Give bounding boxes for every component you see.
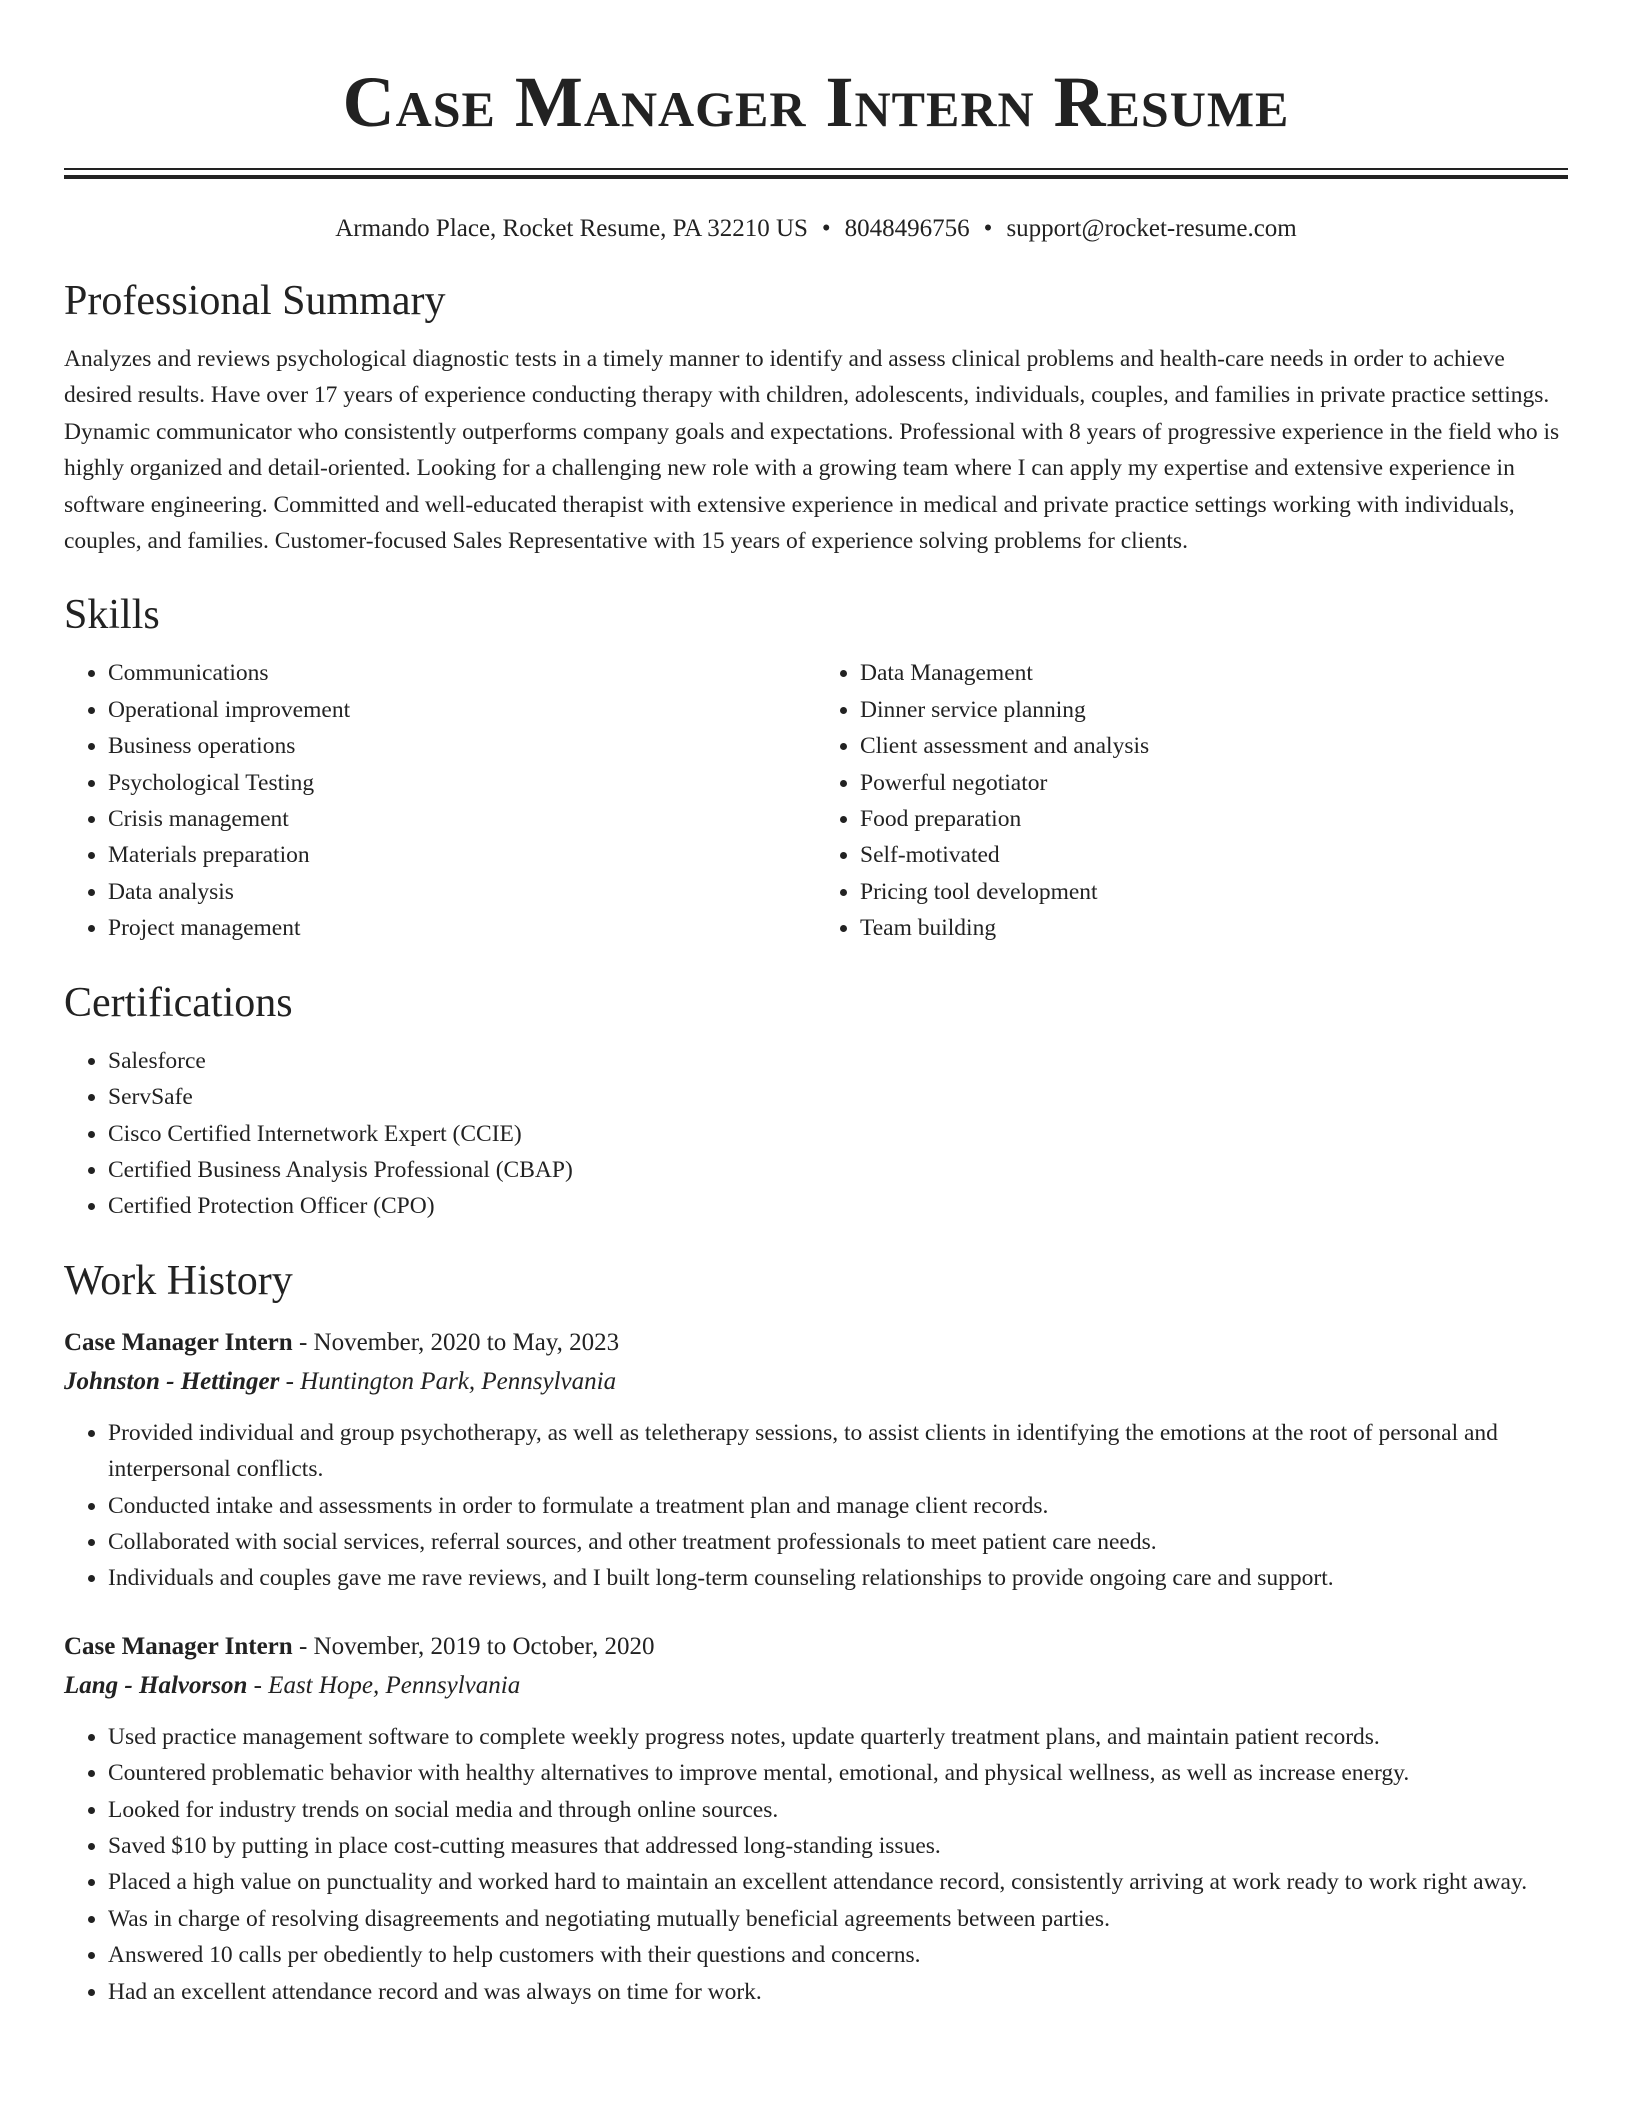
certification-item: • ServSafe xyxy=(108,1079,1568,1115)
contact-line xyxy=(64,213,1568,245)
certifications-section xyxy=(64,975,1568,1225)
skills-list-left xyxy=(64,655,816,946)
skill-item: • Operational improvement xyxy=(108,692,816,728)
skill-item: • Data analysis xyxy=(108,874,816,910)
skill-item: • Dinner service planning xyxy=(860,692,1568,728)
skill-item: • Team building xyxy=(860,910,1568,946)
work-history-section xyxy=(64,1253,1568,2010)
skill-item: • Self-motivated xyxy=(860,837,1568,873)
skill-item: • Materials preparation xyxy=(108,837,816,873)
job-bullet: • Individuals and couples gave me rave reviews, and I built long-term counseling relationships to provide ongoing care and support. xyxy=(108,1560,1568,1596)
certifications-heading: Certifications xyxy=(64,979,293,1026)
contact-address: Armando Place, Rocket Resume, PA 32210 US xyxy=(335,215,808,242)
contact-email: support@rocket-resume.com xyxy=(1006,215,1297,242)
job-bullet: • Saved $10 by putting in place cost-cutting measures that addressed long-standing issues. xyxy=(108,1828,1568,1864)
job-dates: - November, 2020 to May, 2023 xyxy=(292,1328,620,1356)
job-bullet: • Looked for industry trends on social media and through online sources. xyxy=(108,1792,1568,1828)
skills-heading: Skills xyxy=(64,592,160,639)
job-bullet: • Provided individual and group psychotherapy, as well as teletherapy sessions, to assist clients in identifying the emotions at the root of personal and interpersonal conflicts. xyxy=(108,1415,1568,1488)
skill-item: • Project management xyxy=(108,910,816,946)
contact-phone: 8048496756 xyxy=(844,215,970,242)
skills-columns xyxy=(64,655,1568,946)
skill-item: • Client assessment and analysis xyxy=(860,728,1568,764)
job-role: Case Manager Intern xyxy=(64,1632,293,1660)
contact-separator: • xyxy=(821,215,831,242)
job-dates: - November, 2019 to October, 2020 xyxy=(292,1632,655,1660)
job-bullet: • Collaborated with social services, referral sources, and other treatment professionals to meet patient care needs. xyxy=(108,1524,1568,1560)
certification-item: • Cisco Certified Internetwork Expert (CCIE) xyxy=(108,1116,1568,1152)
job-location: - East Hope, Pennsylvania xyxy=(247,1671,521,1699)
skill-item: • Communications xyxy=(108,655,816,691)
job-title-line xyxy=(64,1627,1568,1667)
job-bullet: • Answered 10 calls per obediently to help customers with their questions and concerns. xyxy=(108,1937,1568,1973)
certification-item: • Salesforce xyxy=(108,1043,1568,1079)
skill-item: • Food preparation xyxy=(860,801,1568,837)
job-bullet: • Placed a high value on punctuality and worked hard to maintain an excellent attendance record, consistently arriving at work ready to work right away. xyxy=(108,1864,1568,1900)
contact-separator: • xyxy=(983,215,993,242)
skill-item: • Crisis management xyxy=(108,801,816,837)
job-bullets xyxy=(64,1719,1568,2010)
job-bullets xyxy=(64,1415,1568,1597)
job-entry xyxy=(64,1323,1568,1597)
job-role: Case Manager Intern xyxy=(64,1328,293,1356)
summary-section xyxy=(64,273,1568,559)
job-bullet: • Had an excellent attendance record and was always on time for work. xyxy=(108,1974,1568,2010)
summary-heading: Professional Summary xyxy=(64,278,446,324)
certification-item: • Certified Protection Officer (CPO) xyxy=(108,1188,1568,1224)
certification-item: • Certified Business Analysis Professional (CBAP) xyxy=(108,1152,1568,1188)
job-bullet: • Was in charge of resolving disagreements and negotiating mutually beneficial agreements between parties. xyxy=(108,1901,1568,1937)
skill-item: • Powerful negotiator xyxy=(860,765,1568,801)
job-bullet: • Used practice management software to complete weekly progress notes, update quarterly treatment plans, and maintain patient records. xyxy=(108,1719,1568,1755)
certifications-list xyxy=(64,1043,1568,1225)
job-title-line xyxy=(64,1323,1568,1363)
skill-item: • Psychological Testing xyxy=(108,765,816,801)
job-entry xyxy=(64,1627,1568,2010)
skills-list-right xyxy=(816,655,1568,946)
job-company-line xyxy=(64,1363,1568,1401)
job-company: Johnston - Hettinger xyxy=(64,1367,280,1395)
skills-section xyxy=(64,587,1568,946)
job-bullet: • Countered problematic behavior with healthy alternatives to improve mental, emotional, and physical wellness, as well as increase energy. xyxy=(108,1755,1568,1791)
job-location: - Huntington Park, Pennsylvania xyxy=(279,1367,617,1395)
skill-item: • Business operations xyxy=(108,728,816,764)
skill-item: • Pricing tool development xyxy=(860,874,1568,910)
skill-item: • Data Management xyxy=(860,655,1568,691)
work-history-heading: Work History xyxy=(64,1257,293,1304)
job-company: Lang - Halvorson xyxy=(64,1671,248,1699)
page-title: Case Manager Intern Resume xyxy=(342,62,1290,142)
job-bullet: • Conducted intake and assessments in order to formulate a treatment plan and manage client records. xyxy=(108,1488,1568,1524)
summary-text: Analyzes and reviews psychological diagnostic tests in a timely manner to identify and assess clinical problems and health-care needs in order to achieve desired results. Have over 17 years of experience conducting therapy with children, adolescents, individuals, couples, and families in private practice settings. Dynamic communicator who consistently outperforms company goals and expectations. Professional with 8 years of progressive experience in the field who is highly organized and detail-oriented. Looking for a challenging new role with a growing team where I can apply my expertise and extensive experience in software engineering. Committed and well-educated therapist with extensive experience in medical and private practice settings working with individuals, couples, and families. Customer-focused Sales Representative with 15 years of experience solving problems for clients. xyxy=(64,346,1560,555)
job-company-line xyxy=(64,1667,1568,1705)
title-double-rule xyxy=(64,168,1568,179)
